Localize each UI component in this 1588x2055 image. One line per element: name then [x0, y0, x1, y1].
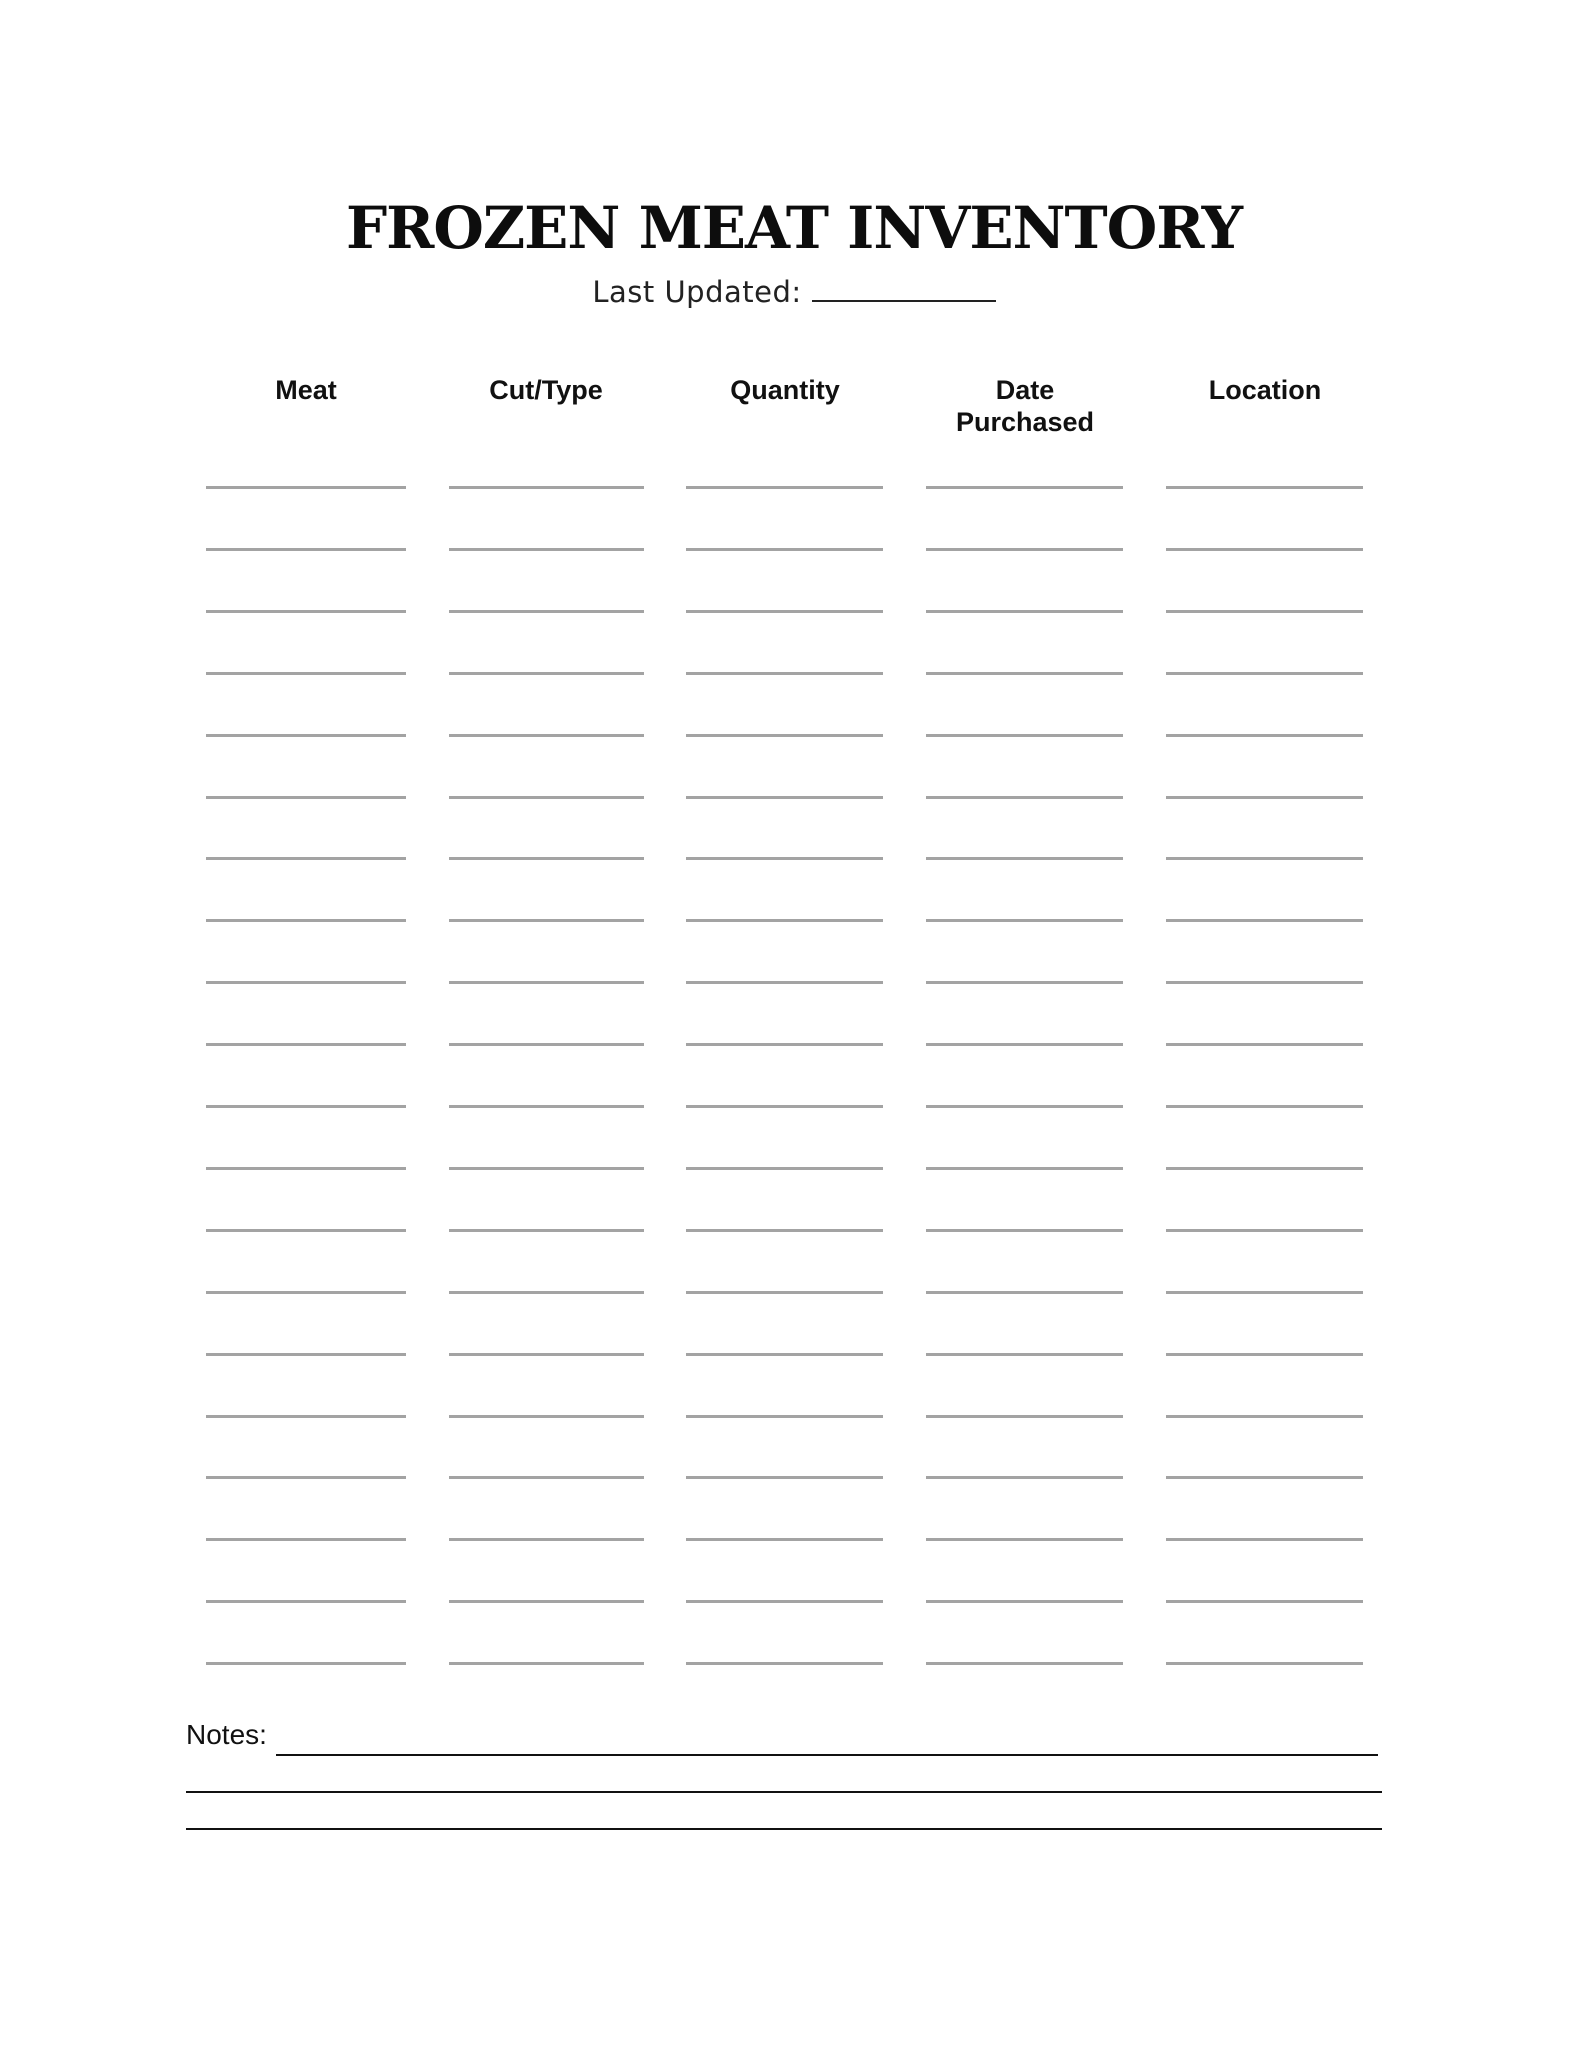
table-row: [0, 1662, 1588, 1664]
table-row: [0, 796, 1588, 798]
column-header-date-purchased: [925, 374, 1125, 438]
entry-field-location[interactable]: [1166, 1291, 1363, 1294]
last-updated-label: Last Updated:: [592, 275, 802, 309]
entry-field-location[interactable]: [1166, 1353, 1363, 1356]
entry-field-cut-type[interactable]: [449, 919, 644, 922]
entry-field-quantity[interactable]: [686, 1105, 883, 1108]
entry-field-quantity[interactable]: [686, 1538, 883, 1541]
entry-field-quantity[interactable]: [686, 1415, 883, 1418]
entry-field-meat[interactable]: [206, 1167, 406, 1170]
entry-field-date-purchased[interactable]: [926, 610, 1123, 613]
entry-field-cut-type[interactable]: [449, 1353, 644, 1356]
entry-field-cut-type[interactable]: [449, 610, 644, 613]
entry-field-date-purchased[interactable]: [926, 1476, 1123, 1479]
entry-field-meat[interactable]: [206, 1662, 406, 1665]
entry-field-meat[interactable]: [206, 734, 406, 737]
table-row: [0, 1538, 1588, 1540]
entry-field-quantity[interactable]: [686, 857, 883, 860]
entry-field-cut-type[interactable]: [449, 1662, 644, 1665]
table-row: [0, 1476, 1588, 1478]
entry-field-cut-type[interactable]: [449, 486, 644, 489]
entry-field-quantity[interactable]: [686, 1662, 883, 1665]
table-row: [0, 610, 1588, 612]
entry-field-meat[interactable]: [206, 1415, 406, 1418]
entry-field-cut-type[interactable]: [449, 1538, 644, 1541]
table-row: [0, 981, 1588, 983]
entry-field-quantity[interactable]: [686, 1476, 883, 1479]
entry-field-location[interactable]: [1166, 1600, 1363, 1603]
entry-field-location[interactable]: [1166, 1229, 1363, 1232]
entry-field-quantity[interactable]: [686, 1353, 883, 1356]
table-row: [0, 672, 1588, 674]
entry-field-location[interactable]: [1166, 486, 1363, 489]
entry-field-location[interactable]: [1166, 672, 1363, 675]
column-header-cut-type: Cut/Type: [489, 375, 603, 405]
entry-field-date-purchased[interactable]: [926, 1662, 1123, 1665]
entry-field-cut-type[interactable]: [449, 1291, 644, 1294]
entry-field-date-purchased[interactable]: [926, 981, 1123, 984]
table-row: [0, 548, 1588, 550]
entry-field-quantity[interactable]: [686, 486, 883, 489]
page-title: FROZEN MEAT INVENTORY: [345, 194, 1243, 262]
entry-field-date-purchased[interactable]: [926, 1353, 1123, 1356]
notes-line-1[interactable]: [276, 1754, 1378, 1756]
entry-field-date-purchased[interactable]: [926, 1538, 1123, 1541]
entry-field-cut-type[interactable]: [449, 1105, 644, 1108]
entry-field-date-purchased[interactable]: [926, 1600, 1123, 1603]
entry-field-meat[interactable]: [206, 1600, 406, 1603]
table-row: [0, 734, 1588, 736]
entry-field-meat[interactable]: [206, 1229, 406, 1232]
entry-field-quantity[interactable]: [686, 919, 883, 922]
table-row: [0, 1600, 1588, 1602]
entry-field-location[interactable]: [1166, 1476, 1363, 1479]
entry-field-quantity[interactable]: [686, 672, 883, 675]
entry-field-cut-type[interactable]: [449, 1415, 644, 1418]
table-row: [0, 1415, 1588, 1417]
entry-field-quantity[interactable]: [686, 981, 883, 984]
entry-field-date-purchased[interactable]: [926, 919, 1123, 922]
entry-field-location[interactable]: [1166, 857, 1363, 860]
last-updated: [0, 274, 1588, 310]
entry-field-date-purchased[interactable]: [926, 1415, 1123, 1418]
notes-line-3[interactable]: [186, 1828, 1382, 1830]
column-header-date-purchased-label: Date Purchased: [955, 375, 1095, 437]
entry-field-date-purchased[interactable]: [926, 1043, 1123, 1046]
entry-field-location[interactable]: [1166, 1105, 1363, 1108]
entry-field-location[interactable]: [1166, 1662, 1363, 1665]
table-row: [0, 1105, 1588, 1107]
entry-field-meat[interactable]: [206, 1043, 406, 1046]
entry-field-meat[interactable]: [206, 1105, 406, 1108]
entry-field-meat[interactable]: [206, 1476, 406, 1479]
entry-field-cut-type[interactable]: [449, 1600, 644, 1603]
entry-field-date-purchased[interactable]: [926, 486, 1123, 489]
entry-field-meat[interactable]: [206, 486, 406, 489]
notes-label: Notes:: [186, 1719, 267, 1750]
entry-field-meat[interactable]: [206, 610, 406, 613]
entry-field-location[interactable]: [1166, 548, 1363, 551]
entry-field-location[interactable]: [1166, 1043, 1363, 1046]
entry-field-meat[interactable]: [206, 919, 406, 922]
entry-field-meat[interactable]: [206, 1291, 406, 1294]
table-row: [0, 1043, 1588, 1045]
entry-field-cut-type[interactable]: [449, 672, 644, 675]
entry-field-date-purchased[interactable]: [926, 1291, 1123, 1294]
entry-field-date-purchased[interactable]: [926, 1105, 1123, 1108]
table-row: [0, 857, 1588, 859]
entry-field-cut-type[interactable]: [449, 796, 644, 799]
last-updated-field[interactable]: [812, 299, 996, 302]
notes-line-2[interactable]: [186, 1791, 1382, 1793]
table-row: [0, 1167, 1588, 1169]
entry-field-meat[interactable]: [206, 1353, 406, 1356]
entry-field-cut-type[interactable]: [449, 1167, 644, 1170]
entry-field-cut-type[interactable]: [449, 548, 644, 551]
entry-field-meat[interactable]: [206, 548, 406, 551]
table-row: [0, 919, 1588, 921]
entry-field-meat[interactable]: [206, 1538, 406, 1541]
entry-field-cut-type[interactable]: [449, 1043, 644, 1046]
entry-field-quantity[interactable]: [686, 1043, 883, 1046]
column-header-meat: Meat: [275, 375, 337, 405]
entry-field-cut-type[interactable]: [449, 1229, 644, 1232]
table-row: [0, 1229, 1588, 1231]
entry-field-quantity[interactable]: [686, 796, 883, 799]
entry-field-date-purchased[interactable]: [926, 1167, 1123, 1170]
entry-field-date-purchased[interactable]: [926, 734, 1123, 737]
entry-field-meat[interactable]: [206, 857, 406, 860]
entry-field-location[interactable]: [1166, 1415, 1363, 1418]
entry-field-quantity[interactable]: [686, 1600, 883, 1603]
entry-field-location[interactable]: [1166, 610, 1363, 613]
entry-field-date-purchased[interactable]: [926, 796, 1123, 799]
entry-field-location[interactable]: [1166, 981, 1363, 984]
entry-field-date-purchased[interactable]: [926, 672, 1123, 675]
entry-field-quantity[interactable]: [686, 548, 883, 551]
entry-field-quantity[interactable]: [686, 1167, 883, 1170]
entry-field-quantity[interactable]: [686, 1291, 883, 1294]
entry-field-date-purchased[interactable]: [926, 1229, 1123, 1232]
entry-field-quantity[interactable]: [686, 1229, 883, 1232]
entry-field-location[interactable]: [1166, 1167, 1363, 1170]
column-header-quantity: Quantity: [730, 375, 840, 405]
entry-field-cut-type[interactable]: [449, 981, 644, 984]
entry-field-quantity[interactable]: [686, 734, 883, 737]
entry-field-date-purchased[interactable]: [926, 857, 1123, 860]
entry-field-meat[interactable]: [206, 796, 406, 799]
entry-field-cut-type[interactable]: [449, 1476, 644, 1479]
entry-field-location[interactable]: [1166, 919, 1363, 922]
table-row: [0, 1291, 1588, 1293]
entry-field-location[interactable]: [1166, 1538, 1363, 1541]
entry-field-cut-type[interactable]: [449, 857, 644, 860]
entry-field-quantity[interactable]: [686, 610, 883, 613]
entry-field-cut-type[interactable]: [449, 734, 644, 737]
table-row: [0, 486, 1588, 488]
entry-field-meat[interactable]: [206, 981, 406, 984]
column-header-location: Location: [1208, 375, 1322, 405]
entry-field-meat[interactable]: [206, 672, 406, 675]
entry-field-location[interactable]: [1166, 734, 1363, 737]
entry-field-date-purchased[interactable]: [926, 548, 1123, 551]
entry-field-location[interactable]: [1166, 796, 1363, 799]
table-row: [0, 1353, 1588, 1355]
